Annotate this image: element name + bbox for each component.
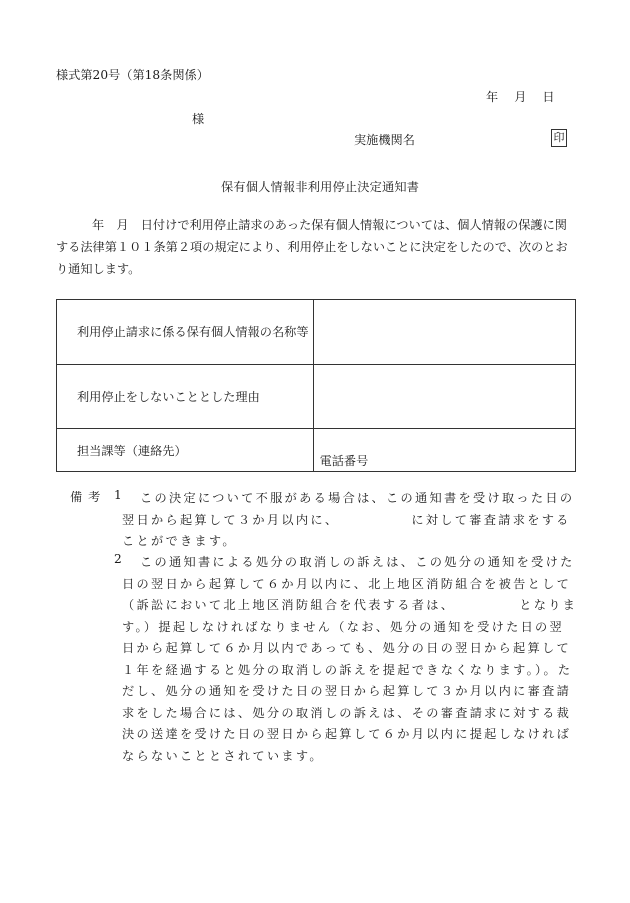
note-1-text-b: に対して審査請求をすることができます。	[122, 512, 571, 548]
note-2-text	[122, 552, 578, 767]
date-day-label: 日	[542, 90, 555, 104]
date-line	[486, 88, 555, 105]
note-2-text-b: となります。）提起しなければなりません（なお、処分の通知を受けた日の翌日から起算して６か月以内であっても、処分の日の翌日から起算して１年を経過すると処分の取消しの訴えを提起できなくなります。）。ただし、処分の通知を受けた日の翌日から起算して３か月以内に審査請求をした場合には、処分の取消しの訴えは、その審査請求に対する裁決の送達を受けた日の翌日から起算して６か月以内に提起しなければならないこととされています。	[122, 598, 578, 763]
table-value-info-name	[313, 300, 575, 365]
note-1-text-a: この決定について不服がある場合は、この通知書を受け取った日の翌日から起算して３か月以内に、	[122, 491, 575, 527]
remarks-label: 備考	[70, 490, 107, 504]
addressee-suffix: 様	[192, 112, 205, 126]
table-label-reason: 利用停止をしないこととした理由	[57, 365, 314, 429]
table-value-contact	[313, 429, 575, 472]
document-title: 保有個人情報非利用停止決定通知書	[221, 180, 420, 194]
seal-mark: 印	[551, 129, 567, 147]
phone-number-label: 電話番号	[319, 454, 369, 468]
info-table	[56, 299, 576, 472]
body-paragraph: 年 月 日付けで利用停止請求のあった保有個人情報については、個人情報の保護に関する法律第１０１条第２項の規定により、利用停止をしないことに決定をしたので、次のとおり通知します。	[56, 218, 568, 276]
date-year-label: 年	[486, 90, 499, 104]
table-label-info-name: 利用停止請求に係る保有個人情報の名称等	[57, 300, 314, 365]
table-row	[57, 300, 576, 365]
table-label-contact: 担当課等（連絡先）	[57, 429, 314, 472]
note-2-text-a: この通知書による処分の取消しの訴えは、この処分の通知を受けた日の翌日から起算して６か月以内に、北上地区消防組合を被告として（訴訟において北上地区消防組合を代表する者は、	[122, 555, 575, 612]
note-2-number: 2	[114, 552, 122, 566]
table-row	[57, 429, 576, 472]
agency-name-label: 実施機関名	[354, 133, 415, 147]
form-number: 様式第20号（第18条関係）	[56, 68, 209, 82]
table-row	[57, 365, 576, 429]
date-month-label: 月	[514, 90, 527, 104]
note-1-text	[122, 488, 578, 553]
note-1-number: 1	[114, 488, 122, 502]
table-value-reason	[313, 365, 575, 429]
